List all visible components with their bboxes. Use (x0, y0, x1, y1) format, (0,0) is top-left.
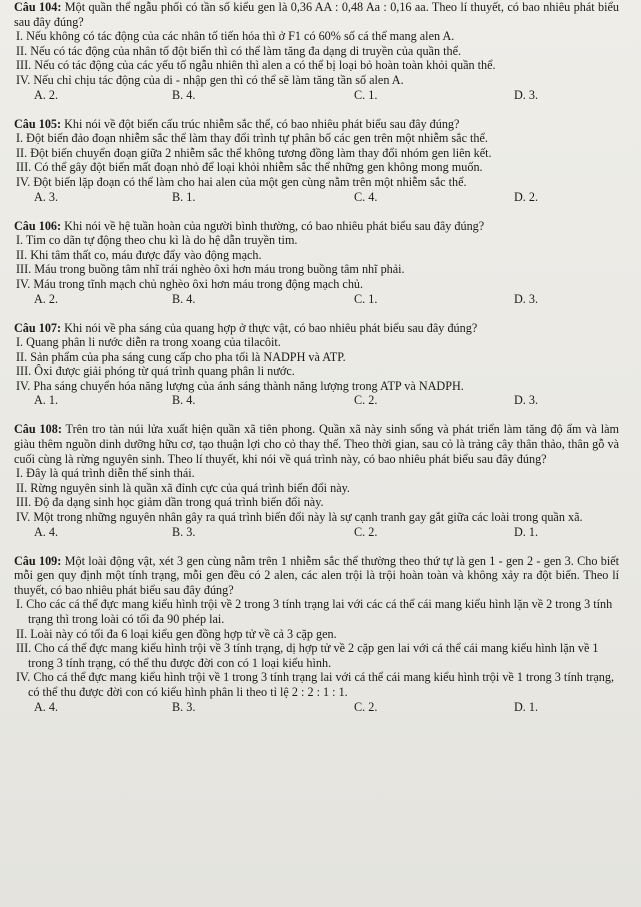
option-c[interactable]: C. 2. (354, 699, 378, 714)
question-105-number: Câu 105: (14, 116, 62, 131)
statement: III. Độ đa dạng sinh học giảm dần trong quá trình biến đổi này. (16, 495, 324, 510)
statement: III. Ôxi được giải phóng từ quá trình quang phân li nước. (16, 364, 295, 379)
statement: II. Loài này có tối đa 6 loại kiểu gen đồng hợp tử về cả 3 cặp gen. (16, 626, 337, 641)
option-a[interactable]: A. 2. (34, 87, 59, 102)
option-d[interactable]: D. 3. (514, 393, 539, 408)
option-d[interactable]: D. 3. (514, 87, 539, 102)
option-b[interactable]: B. 3. (172, 699, 196, 714)
question-108-text: Trên tro tàn núi lửa xuất hiện quần xã tiên phong. Quần xã này sinh sống và phát triển làm tăng độ ẩm và làm giàu thêm nguồn dinh dưỡng hữu cơ, tạo thuận lợi cho cỏ thay thế. Theo thời gian, sau cỏ là trảng cây thân thảo, thân gỗ và cuối cùng là rừng nguyên sinh. Theo lí thuyết, khi nói về quá trình này, có bao nhiêu phát biểu sau đây đúng? (14, 422, 620, 466)
answer-options (14, 700, 619, 715)
question-105-stem (14, 117, 619, 132)
statement: II. Sản phẩm của pha sáng cung cấp cho pha tối là NADPH và ATP. (16, 349, 346, 364)
statement: II. Rừng nguyên sinh là quần xã đỉnh cực của quá trình biến đổi này. (16, 480, 350, 495)
answer-options (14, 190, 619, 205)
question-107-text: Khi nói về pha sáng của quang hợp ở thực vật, có bao nhiêu phát biểu sau đây đúng? (64, 320, 478, 335)
statement: II. Nếu có tác động của nhân tố đột biến thì có thể làm tăng đa dạng di truyền của quần thể. (16, 43, 462, 58)
option-d[interactable]: D. 1. (514, 699, 539, 714)
option-d[interactable]: D. 3. (514, 291, 539, 306)
question-109-stem (14, 554, 619, 598)
option-a[interactable]: A. 4. (34, 699, 59, 714)
statement: IV. Một trong những nguyên nhân gây ra quá trình biến đổi này là sự cạnh tranh gay gắt giữa các loài trong quần xã. (16, 510, 583, 525)
option-b[interactable]: B. 4. (172, 87, 196, 102)
answer-options (14, 393, 619, 408)
statement: I. Tim co dãn tự động theo chu kì là do hệ dẫn truyền tim. (16, 233, 298, 248)
statement: I. Cho các cá thể đực mang kiểu hình trội về 2 trong 3 tính trạng lai với các cá thể cái mang kiểu hình lặn về 2 trong 3 tính trạng thì trong loài có tối đa 90 phép lai. (16, 597, 613, 626)
question-106-number: Câu 106: (14, 218, 62, 233)
question-105 (14, 117, 619, 205)
option-d[interactable]: D. 1. (514, 524, 539, 539)
question-109 (14, 554, 619, 715)
option-c[interactable]: C. 2. (354, 393, 378, 408)
statement: I. Đây là quá trình diễn thế sinh thái. (16, 466, 195, 481)
statement: II. Khi tâm thất co, máu được đẩy vào động mạch. (16, 247, 262, 262)
statement: IV. Cho cá thể đực mang kiểu hình trội về 1 trong 3 tính trạng lai với cá thể cái mang kiểu hình trội về 1 trong 3 tính trạng, có thể thu được đời con có kiểu hình phân li theo tỉ lệ 2 : 2 : 1 : 1. (16, 670, 615, 699)
option-a[interactable]: A. 2. (34, 291, 59, 306)
answer-options (14, 292, 619, 307)
question-104 (14, 0, 619, 103)
question-109-number: Câu 109: (14, 553, 62, 568)
option-c[interactable]: C. 1. (354, 291, 378, 306)
statement: III. Nếu có tác động của các yếu tố ngẫu nhiên thì alen a có thể bị loại bỏ hoàn toàn khỏi quần thể. (16, 58, 496, 73)
statement: IV. Máu trong tĩnh mạch chủ nghèo ôxi hơn máu trong động mạch chủ. (16, 276, 364, 291)
option-a[interactable]: A. 3. (34, 189, 59, 204)
statement: I. Quang phân li nước diễn ra trong xoang của tilacôit. (16, 335, 281, 350)
option-c[interactable]: C. 4. (354, 189, 378, 204)
option-a[interactable]: A. 1. (34, 393, 59, 408)
option-b[interactable]: B. 3. (172, 524, 196, 539)
statement: III. Cho cá thể đực mang kiểu hình trội về 3 tính trạng, dị hợp tử về 2 cặp gen lai với cá thể cái mang kiểu hình lặn về 1 trong 3 tính trạng, có thể thu được đời con có 1 loại kiểu hình. (16, 641, 599, 670)
answer-options (14, 525, 619, 540)
statement: IV. Pha sáng chuyển hóa năng lượng của ánh sáng thành năng lượng trong ATP và NADPH. (16, 378, 464, 393)
question-106 (14, 219, 619, 307)
question-104-number: Câu 104: (14, 0, 62, 14)
statement: IV. Nếu chỉ chịu tác động của di - nhập gen thì có thể sẽ làm tăng tần số alen A. (16, 72, 404, 87)
question-109-text: Một loài động vật, xét 3 gen cùng nằm trên 1 nhiễm sắc thể thường theo thứ tự là gen 1 - gen 2 - gen 3. Cho biết mỗi gen quy định một tính trạng, mỗi gen đều có 2 alen, các alen trội là trội hoàn toàn và không xảy ra đột biến. Theo lí thuyết, có bao nhiêu phát biểu sau đây đúng? (14, 553, 620, 597)
option-b[interactable]: B. 4. (172, 291, 196, 306)
statement: I. Đột biến đảo đoạn nhiễm sắc thể làm thay đổi trình tự phân bố các gen trên một nhiễm sắc thể. (16, 131, 488, 146)
question-104-text: Một quần thể ngẫu phối có tần số kiểu gen là 0,36 AA : 0,48 Aa : 0,16 aa. Theo lí thuyết, có bao nhiêu phát biểu sau đây đúng? (14, 0, 619, 29)
question-107 (14, 321, 619, 409)
option-a[interactable]: A. 4. (34, 524, 59, 539)
question-105-text: Khi nói về đột biến cấu trúc nhiễm sắc thể, có bao nhiêu phát biểu sau đây đúng? (64, 116, 460, 131)
statement: IV. Đột biến lặp đoạn có thể làm cho hai alen của một gen cùng nằm trên một nhiễm sắc thể. (16, 174, 467, 189)
question-104-stem (14, 0, 619, 29)
option-b[interactable]: B. 1. (172, 189, 196, 204)
option-c[interactable]: C. 2. (354, 524, 378, 539)
question-107-number: Câu 107: (14, 320, 62, 335)
question-106-text: Khi nói về hệ tuần hoàn của người bình thường, có bao nhiêu phát biểu sau đây đúng? (64, 218, 485, 233)
statement: II. Đột biến chuyển đoạn giữa 2 nhiễm sắc thể không tương đồng làm thay đổi nhóm gen liên kết. (16, 145, 492, 160)
statement: III. Máu trong buồng tâm nhĩ trái nghèo ôxi hơn máu trong buồng tâm nhĩ phải. (16, 262, 405, 277)
statement: III. Có thể gây đột biến mất đoạn nhỏ để loại khỏi nhiễm sắc thể những gen không mong muốn. (16, 160, 483, 175)
option-d[interactable]: D. 2. (514, 189, 539, 204)
question-108 (14, 422, 619, 539)
question-108-stem (14, 422, 619, 466)
option-b[interactable]: B. 4. (172, 393, 196, 408)
question-107-stem (14, 321, 619, 336)
option-c[interactable]: C. 1. (354, 87, 378, 102)
answer-options (14, 88, 619, 103)
question-106-stem (14, 219, 619, 234)
statement: I. Nếu không có tác động của các nhân tố tiến hóa thì ở F1 có 60% số cá thể mang alen A. (16, 29, 455, 44)
question-108-number: Câu 108: (14, 422, 62, 437)
